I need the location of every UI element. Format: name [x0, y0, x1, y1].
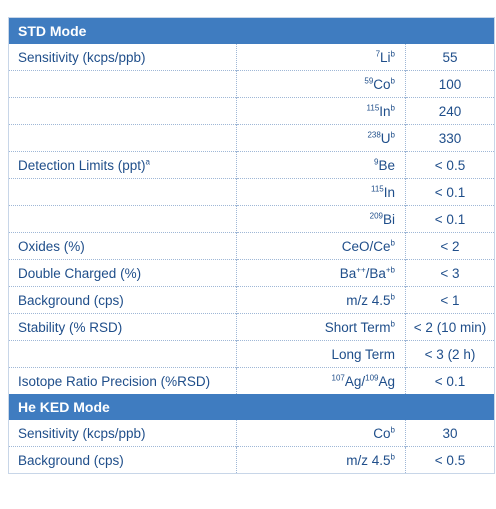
parameter-label: Oxides (%)	[18, 238, 85, 254]
parameter-label: Stability (% RSD)	[18, 319, 123, 335]
std-mode-table	[9, 44, 494, 394]
element-label: Bi	[382, 211, 395, 227]
parameter-cell	[9, 206, 237, 233]
element-label: Long Term	[331, 346, 395, 362]
element-cell	[237, 287, 406, 314]
element-label-2: /Ba	[365, 265, 386, 281]
table-row	[9, 71, 494, 98]
element-cell	[237, 233, 406, 260]
value-cell: < 0.1	[406, 368, 495, 395]
spec-table	[8, 17, 495, 474]
parameter-cell	[9, 368, 237, 395]
parameter-label: Background (cps)	[18, 452, 124, 468]
table-row	[9, 179, 494, 206]
table-row	[9, 260, 494, 287]
element-cell	[237, 125, 406, 152]
element-cell	[237, 260, 406, 287]
element-label: In	[379, 103, 391, 119]
value-cell: < 0.1	[406, 179, 495, 206]
parameter-cell	[9, 287, 237, 314]
table-row	[9, 152, 494, 179]
isotope-mass: 7	[375, 49, 381, 58]
isotope-mass: 209	[369, 211, 383, 220]
he-ked-mode-table	[9, 420, 494, 473]
element-label: Be	[378, 157, 395, 173]
value-cell: < 2	[406, 233, 495, 260]
parameter-cell	[9, 179, 237, 206]
parameter-cell	[9, 125, 237, 152]
value-cell: < 0.5	[406, 152, 495, 179]
table-row	[9, 44, 494, 71]
parameter-cell	[9, 314, 237, 341]
value-cell: 100	[406, 71, 495, 98]
value-cell: < 0.1	[406, 206, 495, 233]
parameter-cell	[9, 420, 237, 447]
value-cell: 240	[406, 98, 495, 125]
parameter-label: Background (cps)	[18, 292, 124, 308]
parameter-cell	[9, 447, 237, 474]
element-label: U	[380, 130, 391, 146]
std-mode-header: STD Mode	[9, 18, 494, 44]
parameter-cell	[9, 341, 237, 368]
isotope-mass: 115	[366, 103, 380, 112]
parameter-label: Double Charged (%)	[18, 265, 142, 281]
table-row	[9, 368, 494, 395]
footnote-mark: b	[390, 425, 395, 434]
element-label: m/z 4.5	[346, 292, 391, 308]
element-cell	[237, 152, 406, 179]
element-label: Short Term	[324, 319, 391, 335]
isotope-mass: 9	[374, 157, 379, 166]
isotope-mass: 238	[367, 130, 381, 139]
element-label: Ag/	[344, 373, 366, 389]
value-cell: 30	[406, 420, 495, 447]
element-label: In	[383, 184, 395, 200]
parameter-label: Sensitivity (kcps/ppb)	[18, 425, 146, 441]
parameter-cell	[9, 233, 237, 260]
table-row	[9, 447, 494, 474]
parameter-cell	[9, 71, 237, 98]
value-cell: < 0.5	[406, 447, 495, 474]
isotope-mass: 59	[364, 76, 374, 85]
element-cell	[237, 341, 406, 368]
parameter-cell	[9, 152, 237, 179]
footnote-mark: b	[390, 103, 395, 112]
table-row	[9, 98, 494, 125]
element-cell	[237, 447, 406, 474]
element-cell	[237, 368, 406, 395]
table-row	[9, 206, 494, 233]
footnote-mark: +b	[385, 265, 395, 274]
footnote-mark: a	[145, 157, 150, 166]
element-label: CeO/Ce	[341, 238, 391, 254]
isotope-mass: 107	[331, 373, 345, 382]
element-label: Co	[373, 76, 391, 92]
parameter-label: Isotope Ratio Precision (%RSD)	[18, 373, 211, 389]
footnote-mark: b	[390, 292, 395, 301]
element-cell	[237, 314, 406, 341]
value-cell: < 2 (10 min)	[406, 314, 495, 341]
element-cell	[237, 420, 406, 447]
footnote-mark: b	[390, 238, 395, 247]
value-cell: 330	[406, 125, 495, 152]
value-cell: < 1	[406, 287, 495, 314]
table-row	[9, 233, 494, 260]
footnote-mark: b	[390, 76, 395, 85]
table-row	[9, 341, 494, 368]
footnote-mark: b	[390, 319, 395, 328]
element-label-2: Ag	[378, 373, 395, 389]
he-ked-mode-header: He KED Mode	[9, 394, 494, 420]
parameter-cell	[9, 98, 237, 125]
element-label: Co	[373, 425, 391, 441]
element-label: Ba	[339, 265, 357, 281]
isotope-mass-2: 109	[365, 373, 379, 382]
footnote-mark: b	[390, 49, 395, 58]
element-label: Li	[380, 49, 391, 65]
table-row	[9, 125, 494, 152]
value-cell: < 3	[406, 260, 495, 287]
table-row	[9, 287, 494, 314]
parameter-cell	[9, 260, 237, 287]
parameter-label: Sensitivity (kcps/ppb)	[18, 49, 146, 65]
value-cell: < 3 (2 h)	[406, 341, 495, 368]
element-cell	[237, 179, 406, 206]
table-row	[9, 420, 494, 447]
element-label: m/z 4.5	[346, 452, 391, 468]
footnote-mark: b	[390, 452, 395, 461]
isotope-mass: 115	[370, 184, 384, 193]
parameter-label: Detection Limits (ppt)	[18, 157, 146, 173]
parameter-cell	[9, 44, 237, 71]
element-cell	[237, 98, 406, 125]
element-cell	[237, 71, 406, 98]
element-cell	[237, 44, 406, 71]
footnote-mark: b	[390, 130, 395, 139]
element-cell	[237, 206, 406, 233]
table-row	[9, 314, 494, 341]
value-cell: 55	[406, 44, 495, 71]
charge-mark: ++	[356, 265, 366, 274]
